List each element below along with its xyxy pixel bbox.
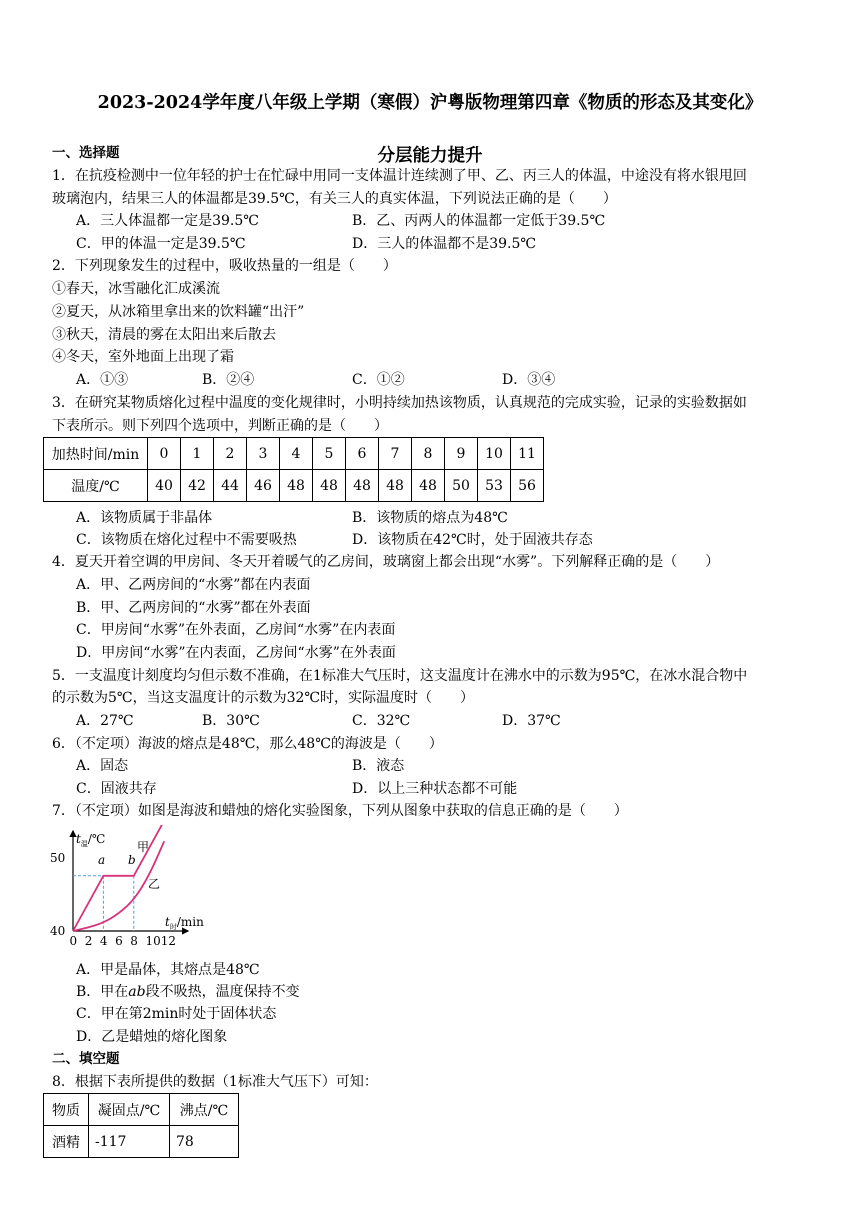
table-row (44, 1126, 239, 1158)
table-cell: 4 (280, 438, 313, 470)
table-cell: 48 (412, 470, 445, 502)
document-subtitle: 分层能力提升 (377, 146, 483, 166)
series-yi-label: 乙 (148, 877, 161, 891)
q3-option-c: C．该物质在熔化过程中不需要吸热 (76, 532, 297, 548)
table-cell: 3 (247, 438, 280, 470)
x-tick-label: 12 (160, 934, 176, 948)
q7-option-a: A．甲是晶体，其熔点是48℃ (76, 962, 260, 978)
table-header-cell: 凝固点/℃ (89, 1094, 170, 1126)
table-row (44, 438, 544, 470)
x-tick-label: 0 (69, 934, 78, 948)
series-jia-label: 甲 (137, 840, 150, 854)
table-row (44, 470, 544, 502)
y-axis-unit: /℃ (87, 832, 106, 846)
x-tick-label: 6 (115, 934, 123, 948)
table-cell: 酒精 (44, 1126, 89, 1158)
table-cell: 48 (379, 470, 412, 502)
section-heading-choice: 一、选择题 (52, 145, 120, 161)
q3-option-b: B．该物质的熔点为48℃ (352, 510, 508, 526)
q1-option-c: C．甲的体温一定是39.5℃ (76, 236, 246, 252)
x-tick-label: 4 (99, 934, 108, 948)
q3-stem: 3．在研究某物质熔化过程中温度的变化规律时，小明持续加热该物质，认真规范的完成实验，记录的实验数据如 (52, 395, 747, 411)
q2-stem: 2．下列现象发生的过程中，吸收热量的一组是（ ） (52, 258, 397, 274)
q1-option-d: D．三人的体温都不是39.5℃ (352, 236, 537, 252)
q2-item-3: ③秋天，清晨的雾在太阳出来后散去 (52, 327, 276, 343)
table-cell: 78 (170, 1126, 239, 1158)
q2-item-4: ④冬天，室外地面上出现了霜 (52, 349, 234, 365)
chart-x-ticks (70, 934, 176, 948)
q3-stem-cont: 下表所示。则下列四个选项中，判断正确的是（ ） (52, 418, 388, 434)
q7-option-b-pre: B．甲在 (76, 984, 129, 1000)
q6-option-d: D．以上三种状态都不可能 (352, 781, 518, 797)
q5-option-c: C．32℃ (352, 713, 411, 729)
y-axis-var: t (76, 832, 81, 846)
chart-axes (73, 831, 188, 931)
q2-option-b: B．②④ (202, 372, 255, 388)
x-axis-var: t (165, 915, 170, 929)
q3-option-a: A．该物质属于非晶体 (76, 510, 213, 526)
q1-stem: 1．在抗疫检测中一位年轻的护士在忙碌中用同一支体温计连续测了甲、乙、丙三人的体温，中途没有将水银甩回 (52, 168, 747, 184)
q6-stem: 6．（不定项）海波的熔点是48℃，那么48℃的海波是（ ） (52, 736, 443, 752)
q5-stem-cont: 的示数为5℃，当这支温度计的示数为32℃时，实际温度时（ ） (52, 690, 475, 706)
q3-option-d: D．该物质在42℃时，处于固液共存态 (352, 532, 593, 548)
table-cell: 56 (511, 470, 544, 502)
q4-option-a: A．甲、乙两房间的“水雾”都在内表面 (76, 577, 311, 593)
y-tick-label: 50 (50, 851, 66, 865)
x-axis-unit: /min (176, 915, 204, 929)
q7-option-b (76, 982, 300, 1002)
point-b-label: b (128, 853, 136, 867)
q2-option-c: C．①② (352, 372, 405, 388)
y-tick-label: 40 (50, 924, 66, 938)
q2-option-d: D．③④ (502, 372, 556, 388)
table-cell: 2 (214, 438, 247, 470)
document-title: 2023-2024学年度八年级上学期（寒假）沪粤版物理第四章《物质的形态及其变化》 (97, 93, 763, 113)
table-cell: 10 (478, 438, 511, 470)
q8-data-table (43, 1093, 239, 1158)
q6-option-b: B．液态 (352, 758, 405, 774)
melting-chart (48, 825, 218, 950)
table-cell: -117 (89, 1126, 170, 1158)
q6-option-a: A．固态 (76, 758, 129, 774)
table-cell: 0 (148, 438, 181, 470)
table-cell: 53 (478, 470, 511, 502)
table-row (44, 1094, 239, 1126)
q8-stem: 8．根据下表所提供的数据（1标准大气压下）可知： (52, 1074, 378, 1090)
q6-option-c: C．固液共存 (76, 781, 157, 797)
table-cell: 48 (346, 470, 379, 502)
table-cell: 46 (247, 470, 280, 502)
q4-stem: 4．夏天开着空调的甲房间、冬天开着暖气的乙房间，玻璃窗上都会出现“水雾”。下列解释正确的是（ ） (52, 554, 720, 570)
table-cell: 11 (511, 438, 544, 470)
table-cell: 6 (346, 438, 379, 470)
table-cell: 50 (445, 470, 478, 502)
q1-option-a: A．三人体温都一定是39.5℃ (76, 213, 259, 229)
table-header-temp: 温度/℃ (44, 470, 148, 502)
table-cell: 1 (181, 438, 214, 470)
table-header-cell: 物质 (44, 1094, 89, 1126)
table-cell: 5 (313, 438, 346, 470)
q1-option-b: B．乙、丙两人的体温都一定低于39.5℃ (352, 213, 606, 229)
x-axis-label (165, 915, 204, 931)
section-heading-fill: 二、填空题 (52, 1051, 120, 1067)
table-cell: 8 (412, 438, 445, 470)
q4-option-b: B．甲、乙两房间的“水雾”都在外表面 (76, 600, 311, 616)
q5-option-b: B．30℃ (202, 713, 260, 729)
x-tick-label: 2 (84, 934, 93, 948)
y-axis-sub: 温 (80, 840, 88, 848)
q4-option-c: C．甲房间“水雾”在外表面，乙房间“水雾”在内表面 (76, 622, 396, 638)
x-tick-label: 10 (145, 934, 161, 948)
table-cell: 7 (379, 438, 412, 470)
q7-option-b-segment: ab (128, 984, 146, 1000)
q7-option-b-post: 段不吸热，温度保持不变 (145, 984, 300, 1000)
y-axis-label (76, 832, 105, 848)
q7-option-c: C．甲在第2min时处于固体状态 (76, 1006, 277, 1022)
q2-option-a: A．①③ (76, 372, 129, 388)
table-header-time: 加热时间/min (44, 438, 148, 470)
x-axis-sub: 时 (169, 923, 177, 931)
q5-option-a: A．27℃ (76, 713, 134, 729)
table-cell: 48 (280, 470, 313, 502)
table-cell: 48 (313, 470, 346, 502)
x-tick-label: 8 (130, 934, 138, 948)
q7-stem: 7．（不定项）如图是海波和蜡烛的熔化实验图象，下列从图象中获取的信息正确的是（ ） (52, 803, 628, 819)
q5-option-d: D．37℃ (502, 713, 561, 729)
q1-stem-cont: 玻璃泡内，结果三人的体温都是39.5℃，有关三人的真实体温，下列说法正确的是（ ） (52, 191, 617, 207)
point-a-label: a (98, 853, 106, 867)
table-cell: 44 (214, 470, 247, 502)
q3-data-table (43, 437, 544, 502)
table-cell: 40 (148, 470, 181, 502)
q2-item-1: ①春天，冰雪融化汇成溪流 (52, 281, 220, 297)
q4-option-d: D．甲房间“水雾”在内表面，乙房间“水雾”在外表面 (76, 645, 396, 661)
table-cell: 42 (181, 470, 214, 502)
table-header-cell: 沸点/℃ (170, 1094, 239, 1126)
q5-stem: 5．一支温度计刻度均匀但示数不准确，在1标准大气压时，这支温度计在沸水中的示数为95℃，在冰水混合物中 (52, 668, 748, 684)
table-cell: 9 (445, 438, 478, 470)
q2-item-2: ②夏天，从冰箱里拿出来的饮料罐“出汗” (52, 304, 305, 320)
q7-option-d: D．乙是蜡烛的熔化图象 (76, 1029, 228, 1045)
